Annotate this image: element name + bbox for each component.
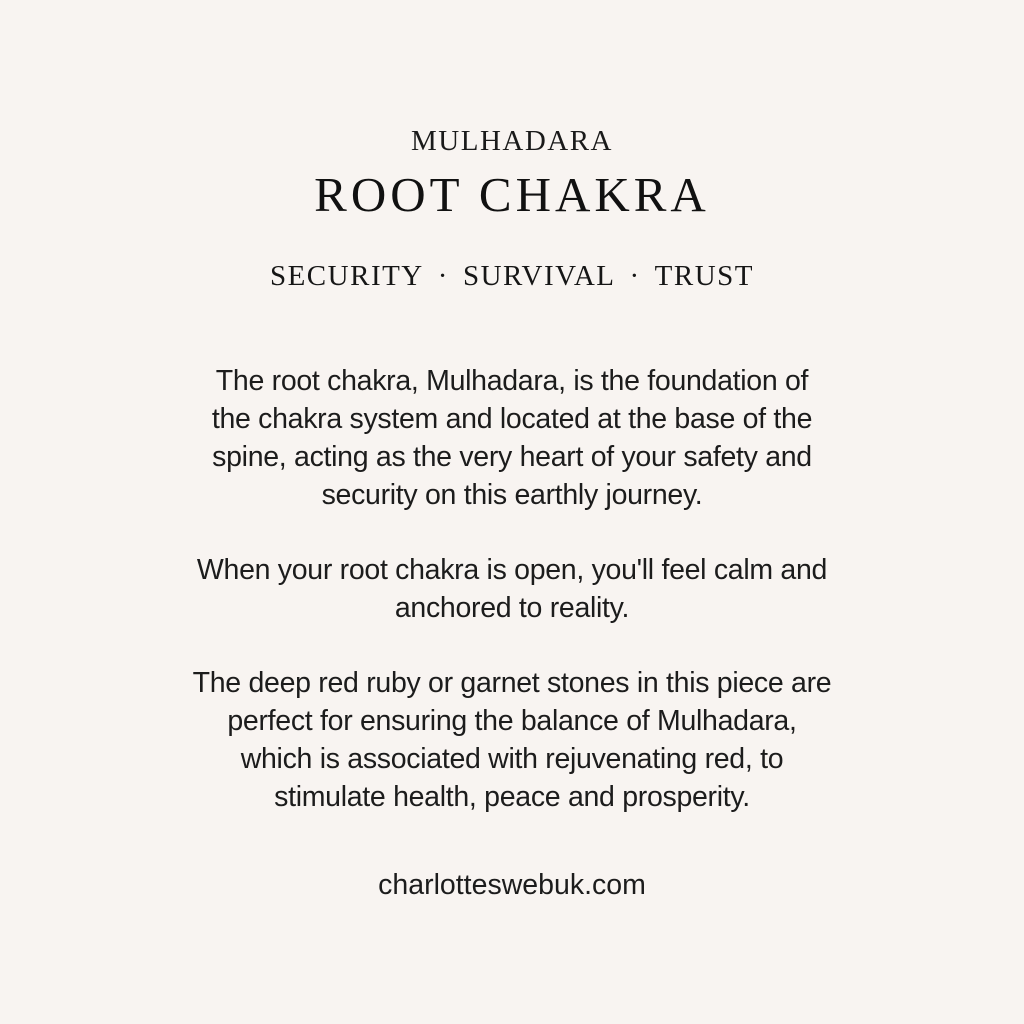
- paragraph-stones: [110, 664, 914, 816]
- text-line: spine, acting as the very heart of your safety and: [212, 441, 812, 473]
- paragraph-open-chakra: [110, 551, 914, 627]
- text-line: The deep red ruby or garnet stones in this piece are: [192, 667, 832, 699]
- text-line: anchored to reality.: [394, 592, 630, 624]
- keyword-survival: SURVIVAL: [462, 260, 616, 292]
- text-line: the chakra system and located at the base of the: [211, 403, 813, 435]
- page-title: ROOT CHAKRA: [314, 167, 710, 222]
- text-line: perfect for ensuring the balance of Mulhadara,: [227, 705, 797, 737]
- text-line: When your root chakra is open, you'll feel calm and: [196, 554, 828, 586]
- text-line: security on this earthly journey.: [321, 479, 703, 511]
- website-url: charlotteswebuk.com: [378, 869, 646, 901]
- keyword-list: [0, 258, 1024, 294]
- text-line: which is associated with rejuvenating red, to: [240, 743, 784, 775]
- separator-dot: ·: [629, 260, 641, 292]
- chakra-sanskrit-name: MULHADARA: [411, 125, 613, 157]
- separator-dot: ·: [437, 260, 449, 292]
- keyword-trust: TRUST: [654, 260, 755, 292]
- text-line: stimulate health, peace and prosperity.: [274, 781, 750, 813]
- text-line: The root chakra, Mulhadara, is the foundation of: [215, 365, 809, 397]
- keyword-security: SECURITY: [269, 260, 424, 292]
- paragraph-description: [110, 362, 914, 514]
